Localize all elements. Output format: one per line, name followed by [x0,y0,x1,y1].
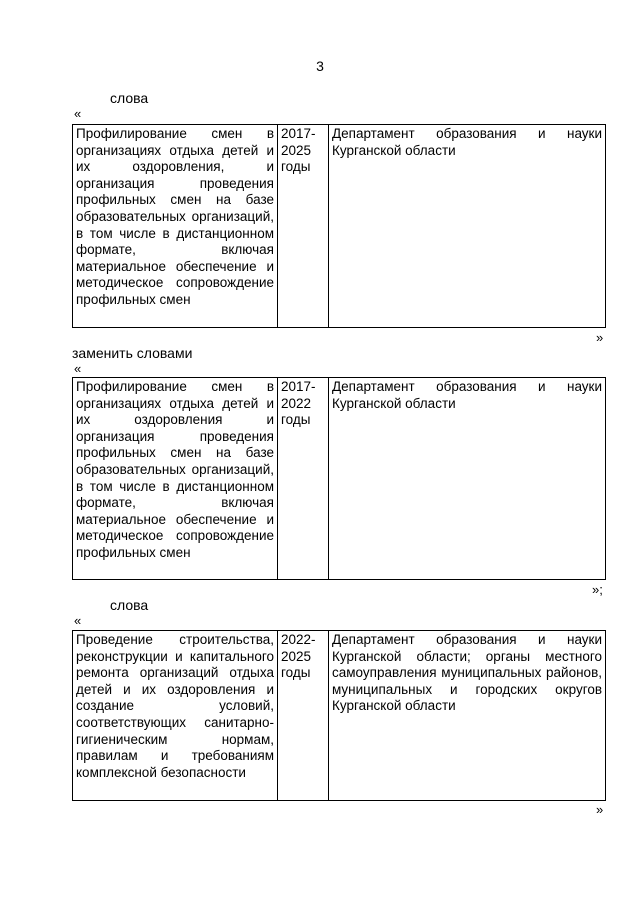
table-row [73,631,606,801]
page-number: 3 [316,58,324,74]
intro-text-words: слова [110,597,149,613]
activity-table-original [72,124,606,328]
close-quote: » [596,330,604,345]
intro-text-replace: заменить словами [72,345,193,361]
activity-table-replacement [72,377,606,580]
executor-cell: Департамент образования и науки Курганской области [329,378,606,580]
close-quote: » [596,802,604,817]
activity-cell: Профилирование смен в организациях отдыха детей и их оздоровления и организация проведения профильных смен на базе образовательных организаций, в том числе в дистанционном формате, включая материальное обеспечение и методическое сопровождение профильных смен [73,378,278,580]
table-row [73,125,606,328]
period-cell: 2017-2022 годы [278,378,329,580]
table-row [73,378,606,580]
intro-text-words: слова [110,90,149,106]
close-quote: »; [592,582,603,597]
period-cell: 2022-2025 годы [278,631,329,801]
open-quote: « [74,106,82,121]
activity-cell: Проведение строительства, реконструкции и капитального ремонта организаций отдыха детей и их оздоровления и создание условий, соответствующих санитарно-гигиеническим нормам, правилам и требованиям комплексной безопасности [73,631,278,801]
activity-table-construction [72,630,606,801]
executor-cell: Департамент образования и науки Курганской области; органы местного самоуправления муниципальных районов, муниципальных и городских округов Курганской области [329,631,606,801]
activity-cell: Профилирование смен в организациях отдыха детей и их оздоровления, и организация проведения профильных смен на базе образовательных организаций, в том числе в дистанционном формате, включая материальное обеспечение и методическое сопровождение профильных смен [73,125,278,328]
open-quote: « [74,361,82,376]
executor-cell: Департамент образования и науки Курганской области [329,125,606,328]
open-quote: « [74,613,82,628]
period-cell: 2017-2025 годы [278,125,329,328]
